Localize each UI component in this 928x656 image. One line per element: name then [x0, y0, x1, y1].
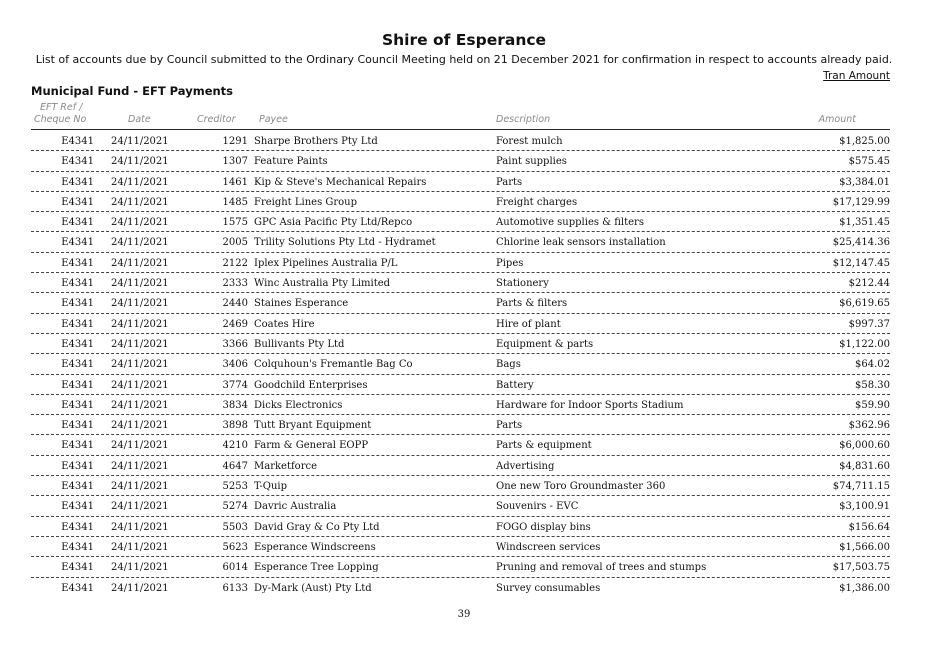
- payee-cell: Staines Esperance: [254, 298, 349, 310]
- date-cell: 24/11/2021: [111, 298, 169, 310]
- column-header-amount: Amount: [818, 114, 856, 125]
- table-row: [0, 395, 928, 415]
- creditor-cell: 3774: [222, 379, 248, 391]
- ref-cell: E4341: [61, 399, 94, 411]
- amount-cell: $6,619.65: [839, 298, 890, 310]
- payee-cell: Dy-Mark (Aust) Pty Ltd: [254, 582, 372, 594]
- ref-cell: E4341: [61, 460, 94, 472]
- creditor-cell: 3406: [222, 359, 248, 371]
- date-cell: 24/11/2021: [111, 196, 169, 208]
- column-header-date: Date: [128, 114, 151, 125]
- amount-cell: $3,100.91: [839, 501, 890, 513]
- creditor-cell: 2122: [222, 257, 248, 269]
- amount-cell: $997.37: [848, 318, 890, 330]
- date-cell: 24/11/2021: [111, 338, 169, 350]
- ref-cell: E4341: [61, 257, 94, 269]
- description-cell: Parts: [496, 176, 523, 188]
- payee-cell: GPC Asia Pacific Pty Ltd/Repco: [254, 217, 413, 229]
- payee-cell: Davric Australia: [254, 501, 337, 513]
- creditor-cell: 2469: [222, 318, 248, 330]
- table-row: [0, 354, 928, 374]
- amount-cell: $6,000.60: [839, 440, 890, 452]
- amount-cell: $156.64: [848, 521, 890, 533]
- date-cell: 24/11/2021: [111, 318, 169, 330]
- table-row: [0, 172, 928, 192]
- description-cell: Advertising: [496, 460, 555, 472]
- table-row: [0, 476, 928, 496]
- date-cell: 24/11/2021: [111, 156, 169, 168]
- ref-cell: E4341: [61, 440, 94, 452]
- amount-cell: $1,566.00: [839, 541, 890, 553]
- amount-cell: $64.02: [855, 359, 890, 371]
- creditor-cell: 3834: [222, 399, 248, 411]
- creditor-cell: 2005: [222, 237, 248, 249]
- creditor-cell: 1575: [222, 217, 248, 229]
- description-cell: Freight charges: [496, 196, 578, 208]
- ref-cell: E4341: [61, 318, 94, 330]
- date-cell: 24/11/2021: [111, 521, 169, 533]
- description-cell: Bags: [496, 359, 521, 371]
- creditor-cell: 2440: [222, 298, 248, 310]
- column-header-ref-1: EFT Ref /: [40, 102, 83, 113]
- table-row: [0, 435, 928, 455]
- payee-cell: Kip & Steve's Mechanical Repairs: [254, 176, 427, 188]
- description-cell: Windscreen services: [496, 541, 601, 553]
- fund-heading: Municipal Fund - EFT Payments: [31, 84, 234, 98]
- payee-cell: Trility Solutions Pty Ltd - Hydramet: [254, 237, 436, 249]
- amount-cell: $1,386.00: [839, 582, 890, 594]
- amount-cell: $212.44: [848, 278, 890, 290]
- description-cell: Chlorine leak sensors installation: [496, 237, 666, 249]
- description-cell: One new Toro Groundmaster 360: [496, 481, 666, 493]
- date-cell: 24/11/2021: [111, 379, 169, 391]
- ref-cell: E4341: [61, 562, 94, 574]
- payments-table: [0, 131, 928, 598]
- date-cell: 24/11/2021: [111, 420, 169, 432]
- creditor-cell: 3366: [222, 338, 248, 350]
- tran-amount-label: Tran Amount: [823, 70, 890, 82]
- payee-cell: Esperance Windscreens: [254, 541, 376, 553]
- amount-cell: $1,122.00: [839, 338, 890, 350]
- description-cell: Stationery: [496, 278, 549, 290]
- ref-cell: E4341: [61, 379, 94, 391]
- ref-cell: E4341: [61, 481, 94, 493]
- date-cell: 24/11/2021: [111, 562, 169, 574]
- table-row: [0, 578, 928, 598]
- ref-cell: E4341: [61, 176, 94, 188]
- ref-cell: E4341: [61, 196, 94, 208]
- amount-cell: $1,825.00: [839, 136, 890, 147]
- description-cell: Forest mulch: [496, 136, 563, 147]
- creditor-cell: 6014: [222, 562, 248, 574]
- creditor-cell: 1307: [222, 156, 248, 168]
- payee-cell: Bullivants Pty Ltd: [254, 338, 345, 350]
- amount-cell: $58.30: [855, 379, 890, 391]
- page-number: 39: [457, 609, 471, 620]
- table-row: [0, 456, 928, 476]
- amount-cell: $4,831.60: [839, 460, 890, 472]
- date-cell: 24/11/2021: [111, 278, 169, 290]
- ref-cell: E4341: [61, 298, 94, 310]
- description-cell: Equipment & parts: [496, 338, 594, 350]
- description-cell: Paint supplies: [496, 156, 567, 168]
- creditor-cell: 5503: [222, 521, 248, 533]
- ref-cell: E4341: [61, 501, 94, 513]
- date-cell: 24/11/2021: [111, 460, 169, 472]
- payee-cell: Esperance Tree Lopping: [254, 562, 379, 574]
- date-cell: 24/11/2021: [111, 359, 169, 371]
- table-row: [0, 557, 928, 577]
- payee-cell: Coates Hire: [254, 318, 315, 330]
- amount-cell: $17,129.99: [832, 196, 890, 208]
- creditor-cell: 4210: [222, 440, 248, 452]
- header-rule: [31, 129, 890, 130]
- table-row: [0, 314, 928, 334]
- payee-cell: T-Quip: [254, 481, 287, 493]
- table-row: [0, 151, 928, 171]
- date-cell: 24/11/2021: [111, 237, 169, 249]
- payee-cell: Iplex Pipelines Australia P/L: [254, 257, 398, 269]
- description-cell: Parts & filters: [496, 298, 568, 310]
- ref-cell: E4341: [61, 156, 94, 168]
- amount-cell: $3,384.01: [839, 176, 890, 188]
- table-row: [0, 293, 928, 313]
- creditor-cell: 1291: [222, 136, 248, 147]
- table-row: [0, 192, 928, 212]
- creditor-cell: 6133: [222, 582, 248, 594]
- description-cell: Automotive supplies & filters: [496, 217, 644, 229]
- table-row: [0, 212, 928, 232]
- table-row: [0, 253, 928, 273]
- amount-cell: $25,414.36: [832, 237, 890, 249]
- description-cell: Battery: [496, 379, 534, 391]
- amount-cell: $12,147.45: [832, 257, 890, 269]
- date-cell: 24/11/2021: [111, 399, 169, 411]
- creditor-cell: 1461: [222, 176, 248, 188]
- description-cell: Hire of plant: [496, 318, 561, 330]
- amount-cell: $362.96: [848, 420, 890, 432]
- date-cell: 24/11/2021: [111, 217, 169, 229]
- ref-cell: E4341: [61, 359, 94, 371]
- amount-cell: $17,503.75: [832, 562, 890, 574]
- ref-cell: E4341: [61, 217, 94, 229]
- table-row: [0, 537, 928, 557]
- column-header-payee: Payee: [259, 114, 288, 125]
- creditor-cell: 5274: [222, 501, 248, 513]
- table-row: [0, 375, 928, 395]
- payee-cell: Dicks Electronics: [254, 399, 343, 411]
- description-cell: Survey consumables: [496, 582, 601, 594]
- payee-cell: Marketforce: [254, 460, 317, 472]
- table-row: [0, 334, 928, 354]
- creditor-cell: 2333: [222, 278, 248, 290]
- payee-cell: Sharpe Brothers Pty Ltd: [254, 136, 378, 147]
- date-cell: 24/11/2021: [111, 136, 169, 147]
- ref-cell: E4341: [61, 136, 94, 147]
- column-header-creditor: Creditor: [197, 114, 236, 125]
- creditor-cell: 4647: [222, 460, 248, 472]
- column-header-description: Description: [496, 114, 551, 125]
- table-row: [0, 496, 928, 516]
- date-cell: 24/11/2021: [111, 541, 169, 553]
- date-cell: 24/11/2021: [111, 582, 169, 594]
- payee-cell: Tutt Bryant Equipment: [254, 420, 372, 432]
- date-cell: 24/11/2021: [111, 481, 169, 493]
- payee-cell: Colquhoun's Fremantle Bag Co: [254, 359, 413, 371]
- payee-cell: Feature Paints: [254, 156, 328, 168]
- creditor-cell: 5253: [222, 481, 248, 493]
- ref-cell: E4341: [61, 582, 94, 594]
- date-cell: 24/11/2021: [111, 501, 169, 513]
- ref-cell: E4341: [61, 237, 94, 249]
- creditor-cell: 3898: [222, 420, 248, 432]
- payee-cell: Goodchild Enterprises: [254, 379, 368, 391]
- creditor-cell: 1485: [222, 196, 248, 208]
- ref-cell: E4341: [61, 521, 94, 533]
- date-cell: 24/11/2021: [111, 176, 169, 188]
- description-cell: Souvenirs - EVC: [496, 501, 579, 513]
- payee-cell: Freight Lines Group: [254, 196, 358, 208]
- description-cell: Pruning and removal of trees and stumps: [496, 562, 707, 574]
- description-cell: Pipes: [496, 257, 524, 269]
- page-subtitle: List of accounts due by Council submitted to the Ordinary Council Meeting held on 21 December 2021 for confirmation in respect to accounts already paid.: [35, 53, 893, 66]
- payee-cell: Winc Australia Pty Limited: [254, 278, 391, 290]
- date-cell: 24/11/2021: [111, 257, 169, 269]
- description-cell: FOGO display bins: [496, 521, 591, 533]
- ref-cell: E4341: [61, 420, 94, 432]
- payee-cell: Farm & General EOPP: [254, 440, 369, 452]
- description-cell: Parts: [496, 420, 523, 432]
- ref-cell: E4341: [61, 338, 94, 350]
- amount-cell: $59.90: [855, 399, 890, 411]
- date-cell: 24/11/2021: [111, 440, 169, 452]
- payee-cell: David Gray & Co Pty Ltd: [254, 521, 380, 533]
- table-row: [0, 415, 928, 435]
- table-row: [0, 232, 928, 252]
- ref-cell: E4341: [61, 541, 94, 553]
- description-cell: Hardware for Indoor Sports Stadium: [496, 399, 684, 411]
- ref-cell: E4341: [61, 278, 94, 290]
- creditor-cell: 5623: [222, 541, 248, 553]
- amount-cell: $1,351.45: [839, 217, 890, 229]
- description-cell: Parts & equipment: [496, 440, 592, 452]
- table-row: [0, 131, 928, 151]
- amount-cell: $575.45: [848, 156, 890, 168]
- amount-cell: $74,711.15: [832, 481, 890, 493]
- page-title: Shire of Esperance: [381, 31, 547, 49]
- table-row: [0, 273, 928, 293]
- table-row: [0, 517, 928, 537]
- column-header-ref-2: Cheque No: [34, 114, 87, 125]
